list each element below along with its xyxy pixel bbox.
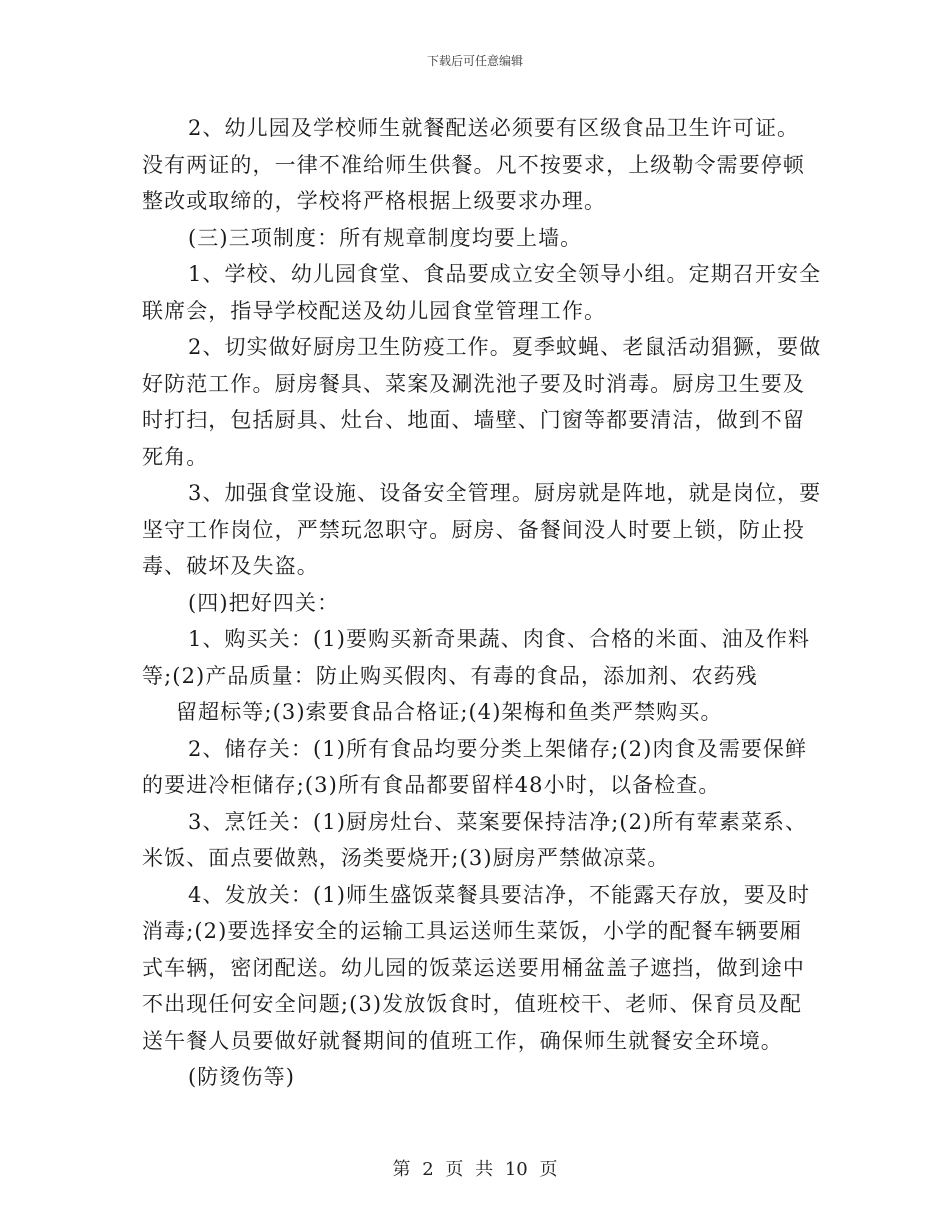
text-line: 1、学校、幼儿园食堂、食品要成立安全领导小组。定期召开安全 [188,262,822,286]
text-line: 2、切实做好厨房卫生防疫工作。夏季蚊蝇、老鼠活动猖獗，要做 [188,335,822,359]
text-line: (防烫伤等) [188,1065,295,1089]
text-line: 的要进冷柜储存;(3)所有食品都要留样48小时，以备检查。 [142,773,721,797]
page-number-footer: 第 2 页 共 10 页 [392,1159,558,1180]
text-line: 消毒;(2)要选择安全的运输工具运送师生菜饭，小学的配餐车辆要厢 [142,919,803,943]
section-heading: (四)把好四关： [188,590,340,615]
text-line: 2、幼儿园及学校师生就餐配送必须要有区级食品卫生许可证。 [188,116,800,140]
text-line: 好防范工作。厨房餐具、菜案及涮洗池子要及时消毒。厨房卫生要及 [142,371,805,396]
text-line: 米饭、面点要做熟，汤类要烧开;(3)厨房严禁做凉菜。 [142,846,670,870]
text-line: 1、购买关：(1)要购买新奇果蔬、肉食、合格的米面、油及作料 [188,627,811,651]
text-line: 整改或取缔的，学校将严格根据上级要求办理。 [142,189,607,213]
text-line: 时打扫，包括厨具、灶台、地面、墙壁、门窗等都要清洁，做到不留 [142,408,805,432]
text-line: 不出现任何安全问题;(3)发放饭食时，值班校干、老师、保育员及配 [142,992,803,1016]
text-line: 送午餐人员要做好就餐期间的值班工作，确保师生就餐安全环境。 [142,1028,783,1053]
section-heading: (三)三项制度：所有规章制度均要上墙。 [188,225,583,250]
page-header: 下载后可任意编辑 [426,54,523,68]
text-line: 3、加强食堂设施、设备安全管理。厨房就是阵地，就是岗位，要 [188,481,822,505]
text-line: 没有两证的，一律不准给师生供餐。凡不按要求，上级勒令需要停顿 [142,152,805,177]
text-line: 4、发放关：(1)师生盛饭菜餐具要洁净，不能露天存放，要及时 [188,882,811,907]
document-body [142,110,822,1096]
text-line: 毒、破坏及失盗。 [142,554,319,578]
text-line: 3、烹饪关：(1)厨房灶台、菜案要保持洁净;(2)所有荤素菜系、 [188,809,808,834]
text-line: 2、储存关：(1)所有食品均要分类上架储存;(2)肉食及需要保鲜 [188,736,808,761]
text-line: 联席会，指导学校配送及幼儿园食堂管理工作。 [142,298,607,323]
text-line: 式车辆，密闭配送。幼儿园的饭菜运送要用桶盆盖子遮挡，做到途中 [142,955,805,980]
text-line: 死角。 [142,444,209,469]
text-line: 等;(2)产品质量：防止购买假肉、有毒的食品，添加剂、农药残 [142,663,758,688]
text-line: 坚守工作岗位，严禁玩忽职守。厨房、备餐间没人时要上锁，防止投 [142,517,805,542]
text-line: 留超标等;(3)索要食品合格证;(4)架梅和鱼类严禁购买。 [176,700,723,724]
